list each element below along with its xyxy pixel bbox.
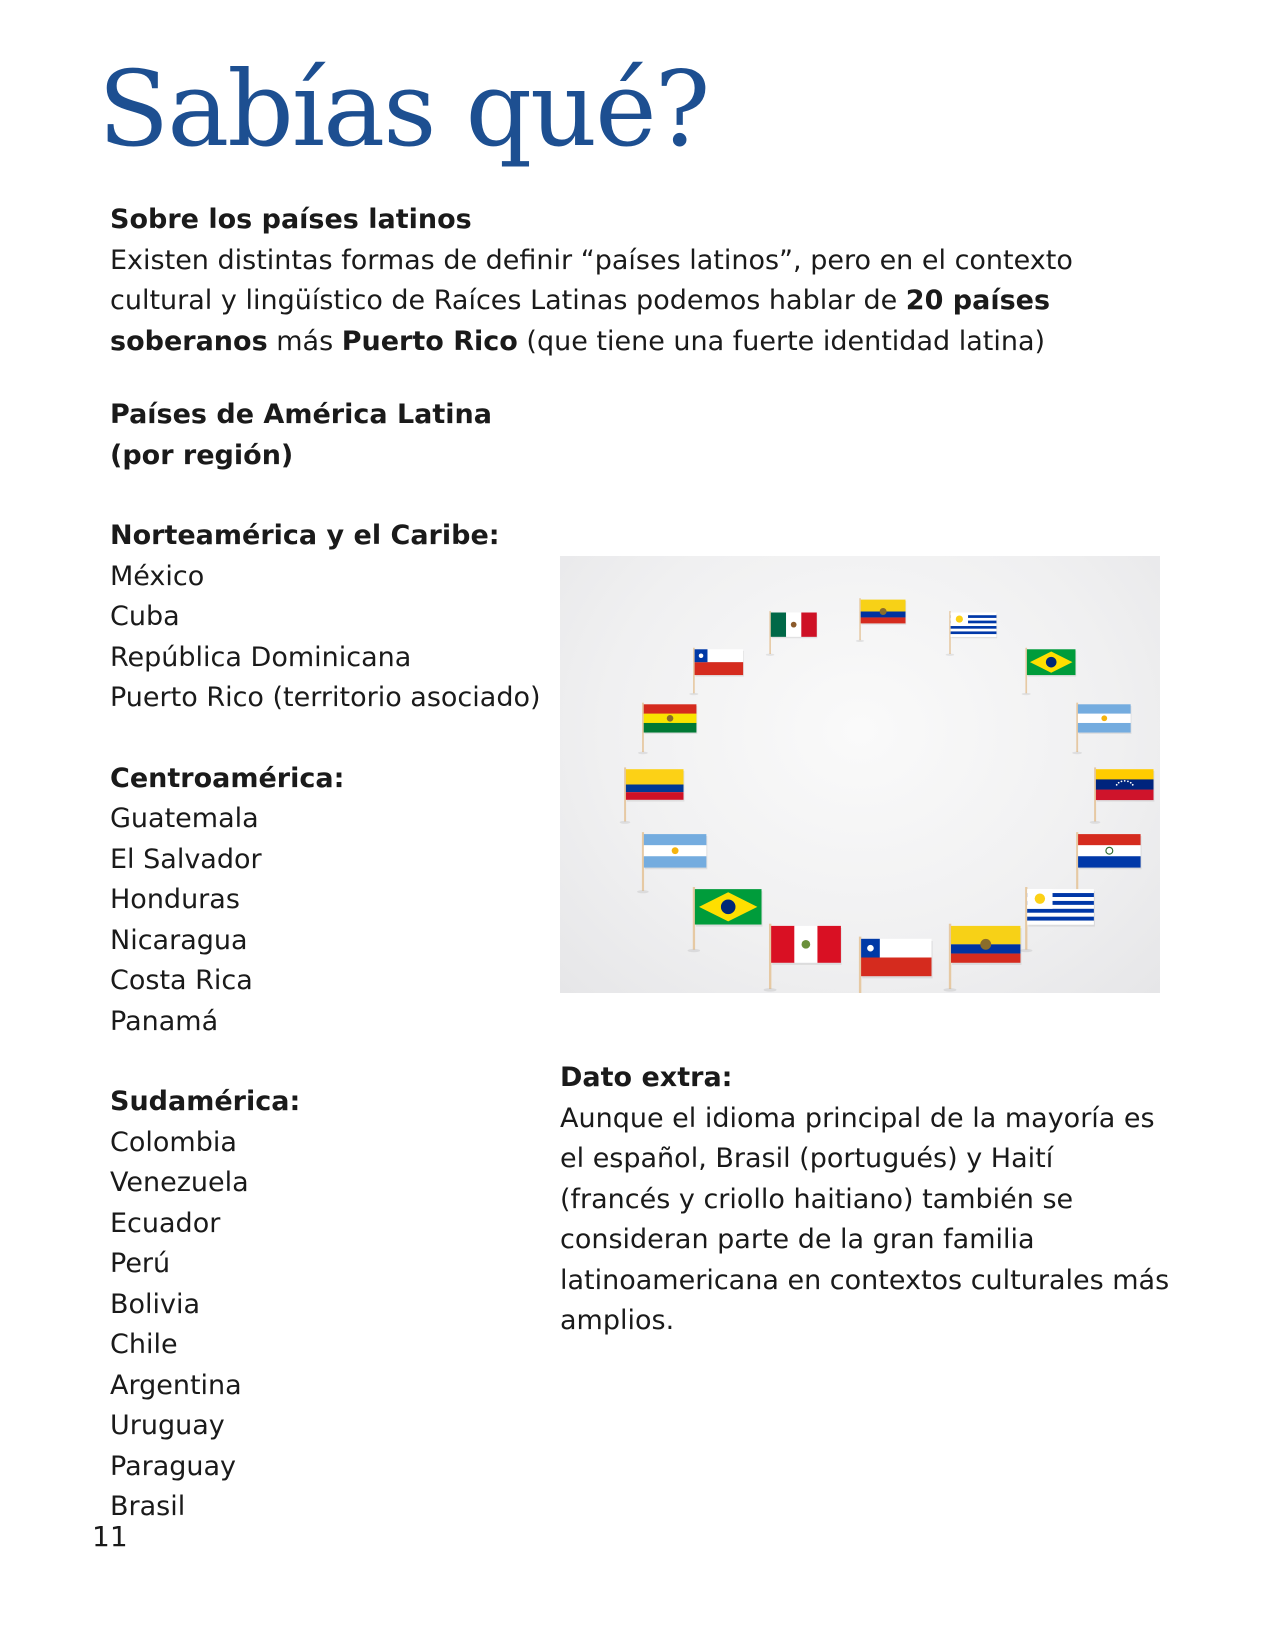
country-item: Uruguay [110,1410,225,1441]
regions-heading: Países de América Latina (por región) [110,399,492,471]
country-item: Panamá [110,1005,219,1037]
intro-heading: Sobre los países latinos [110,204,472,235]
country-item: Argentina [110,1369,242,1401]
country-item: Costa Rica [110,965,253,996]
intro-bold-2: Puerto Rico [341,325,518,357]
region-heading: Norteamérica y el Caribe: [110,520,500,551]
intro-text-1: Existen distintas formas de definir “países latinos”, pero en el contexto cultural y lingüístico de Raíces Latinas podemos hablar de [110,244,1073,316]
region-section [110,1082,550,1528]
intro-text-2: más [267,325,342,357]
page-number: 11 [92,1520,128,1553]
intro-text-3: (que tiene una fuerte identidad latina) [517,325,1046,357]
country-item: Ecuador [110,1207,221,1239]
flag-chile [689,648,744,695]
region-heading: Centroamérica: [110,762,345,794]
flag-bolivia [638,703,697,755]
flag-uruguay [946,611,997,656]
country-item: México [110,560,205,592]
flag-brazil [688,887,763,952]
flag-brazil [1022,648,1077,695]
regions-column [110,395,550,1528]
regions-list [110,516,550,1528]
country-item: Venezuela [110,1167,249,1198]
country-item: República Dominicana [110,641,412,673]
country-item: Guatemala [110,803,259,834]
country-item: Perú [110,1248,171,1279]
flag-peru [764,924,842,992]
flags-circle-image [560,556,1160,993]
page-title: Sabías qué? [98,48,709,170]
flags-photo [560,556,1160,993]
intro-paragraph [110,241,1110,363]
region-heading: Sudamérica: [110,1086,301,1117]
flag-venezuela [1090,767,1155,823]
intro-section [110,200,1110,362]
intro-bold-1: 20 países soberanos [110,285,1051,357]
flag-argentina [637,832,707,893]
flag-paraguay [1071,832,1141,893]
country-item: Brasil [110,1491,186,1522]
country-item: Bolivia [110,1288,201,1320]
country-item: Paraguay [110,1450,237,1482]
extra-fact [560,1058,1170,1342]
flag-ecuador [943,924,1021,992]
region-section [110,759,550,1043]
flag-colombia [620,767,685,823]
country-item: Chile [110,1329,178,1360]
country-item: Puerto Rico (territorio asociado) [110,682,541,713]
flag-chile [853,937,932,993]
flag-uruguay [1020,887,1095,952]
flag-argentina [1072,703,1131,755]
extra-heading: Dato extra: [560,1062,733,1093]
country-item: Colombia [110,1126,237,1158]
flag-ecuador [856,598,906,642]
country-item: Cuba [110,601,180,632]
region-section [110,516,550,719]
country-item: Honduras [110,884,240,915]
flag-mexico [766,611,817,656]
country-item: El Salvador [110,843,262,875]
country-item: Nicaragua [110,924,248,956]
extra-body: Aunque el idioma principal de la mayoría es el español, Brasil (portugués) y Haití (francés y criollo haitiano) también se consideran parte de la gran familia latinoamericana en contextos culturales más amplios. [560,1102,1170,1336]
